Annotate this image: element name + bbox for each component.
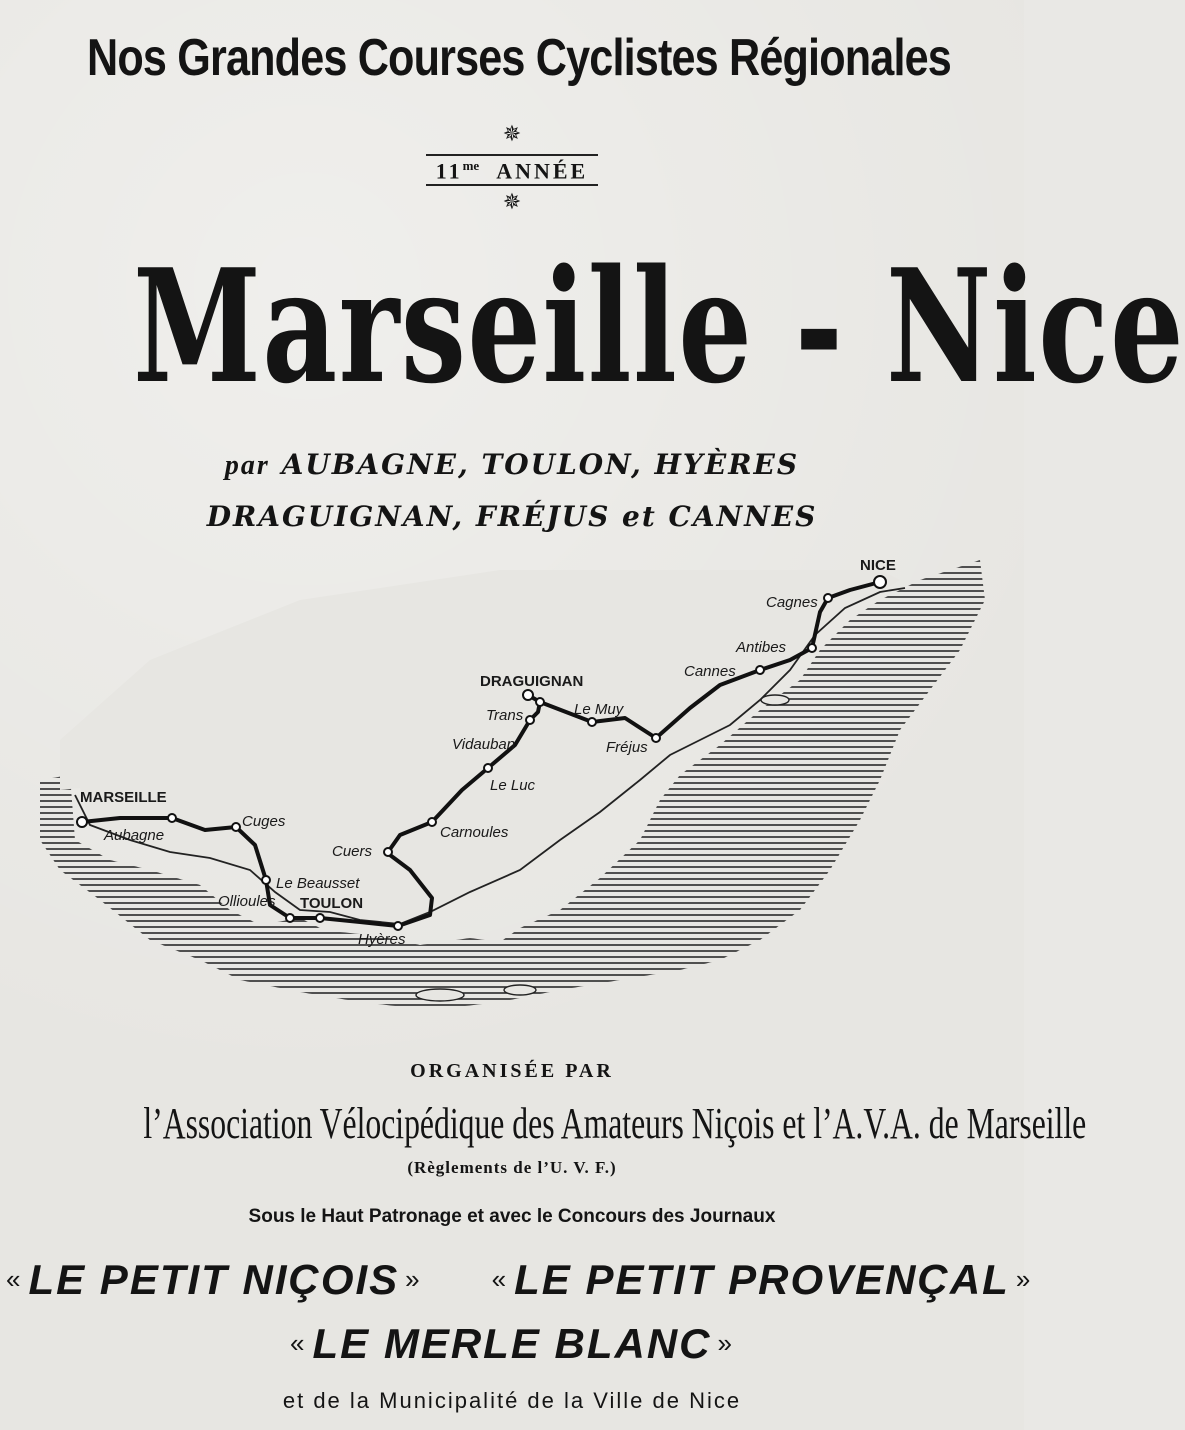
town-label-hyeres: Hyères: [358, 931, 406, 948]
newspaper-merle-blanc: LE MERLE BLANC: [312, 1320, 712, 1367]
quote-close-2: »: [1015, 1264, 1033, 1294]
town-label-nice: NICE: [860, 557, 896, 574]
route-map: [0, 540, 1024, 1060]
edition-box: [426, 154, 598, 186]
quote-close-3: »: [717, 1328, 734, 1358]
island-lerins: [761, 695, 789, 705]
fleuron-ornament-bottom: ✵: [502, 190, 522, 215]
town-label-ollioules: Ollioules: [218, 893, 276, 910]
town-label-frejus: Fréjus: [606, 739, 648, 756]
newspapers-line-2: [0, 1320, 1024, 1368]
town-label-le-muy: Le Muy: [574, 701, 624, 718]
edition-word: ANNÉE: [496, 158, 589, 184]
organised-by-heading: ORGANISÉE PAR: [410, 1060, 614, 1082]
town-label-carnoules: Carnoules: [440, 824, 509, 841]
rules-note: (Règlements de l’U. V. F.): [407, 1158, 617, 1177]
town-label-le-beausset: Le Beausset: [276, 875, 360, 892]
town-label-marseille: MARSEILLE: [80, 789, 167, 806]
race-title: Marseille - Nice: [133, 235, 1185, 418]
town-label-cannes: Cannes: [684, 663, 736, 680]
town-label-antibes: Antibes: [736, 639, 787, 656]
route-towns-1: AUBAGNE, TOULON, HYÈRES: [281, 448, 800, 481]
route-line-2: DRAGUIGNAN, FRÉJUS et CANNES: [206, 500, 818, 533]
town-label-draguignan: DRAGUIGNAN: [480, 673, 584, 690]
newspaper-petit-nicois: LE PETIT NIÇOIS: [28, 1256, 400, 1303]
route-line-1: [0, 448, 1024, 482]
quote-open-3: «: [290, 1328, 307, 1358]
town-label-cagnes: Cagnes: [766, 594, 818, 611]
edition-label: [0, 154, 1024, 186]
island-hyeres-2: [504, 985, 536, 995]
fleuron-ornament-top: ✵: [502, 122, 522, 147]
newspaper-petit-provencal: LE PETIT PROVENÇAL: [514, 1256, 1010, 1303]
quote-open-1: «: [6, 1264, 23, 1294]
town-label-trans: Trans: [486, 707, 524, 724]
quote-close-1: »: [405, 1264, 422, 1294]
town-label-cuers: Cuers: [332, 843, 373, 860]
island-hyeres-1: [416, 989, 464, 1001]
town-label-vidauban: Vidauban: [452, 736, 516, 753]
town-label-le-luc: Le Luc: [490, 777, 536, 794]
route-prefix: par: [224, 450, 270, 481]
town-label-toulon: TOULON: [300, 895, 364, 912]
municipality-line: et de la Municipalité de la Ville de Nice: [282, 1388, 742, 1413]
organiser-association: l’Association Vélocipédique des Amateurs Niçois et l’A.V.A. de Marseille: [143, 1099, 1087, 1148]
series-title: Nos Grandes Courses Cyclistes Régionales: [87, 29, 951, 87]
town-label-aubagne: Aubagne: [104, 827, 165, 844]
newspapers-line-1: [0, 1256, 1033, 1304]
edition-number: 11: [435, 158, 463, 184]
town-label-cuges: Cuges: [242, 813, 286, 830]
patronage-line: Sous le Haut Patronage et avec le Concours des Journaux: [248, 1206, 776, 1227]
edition-superscript: me: [462, 158, 480, 173]
quote-open-2: «: [491, 1264, 509, 1294]
